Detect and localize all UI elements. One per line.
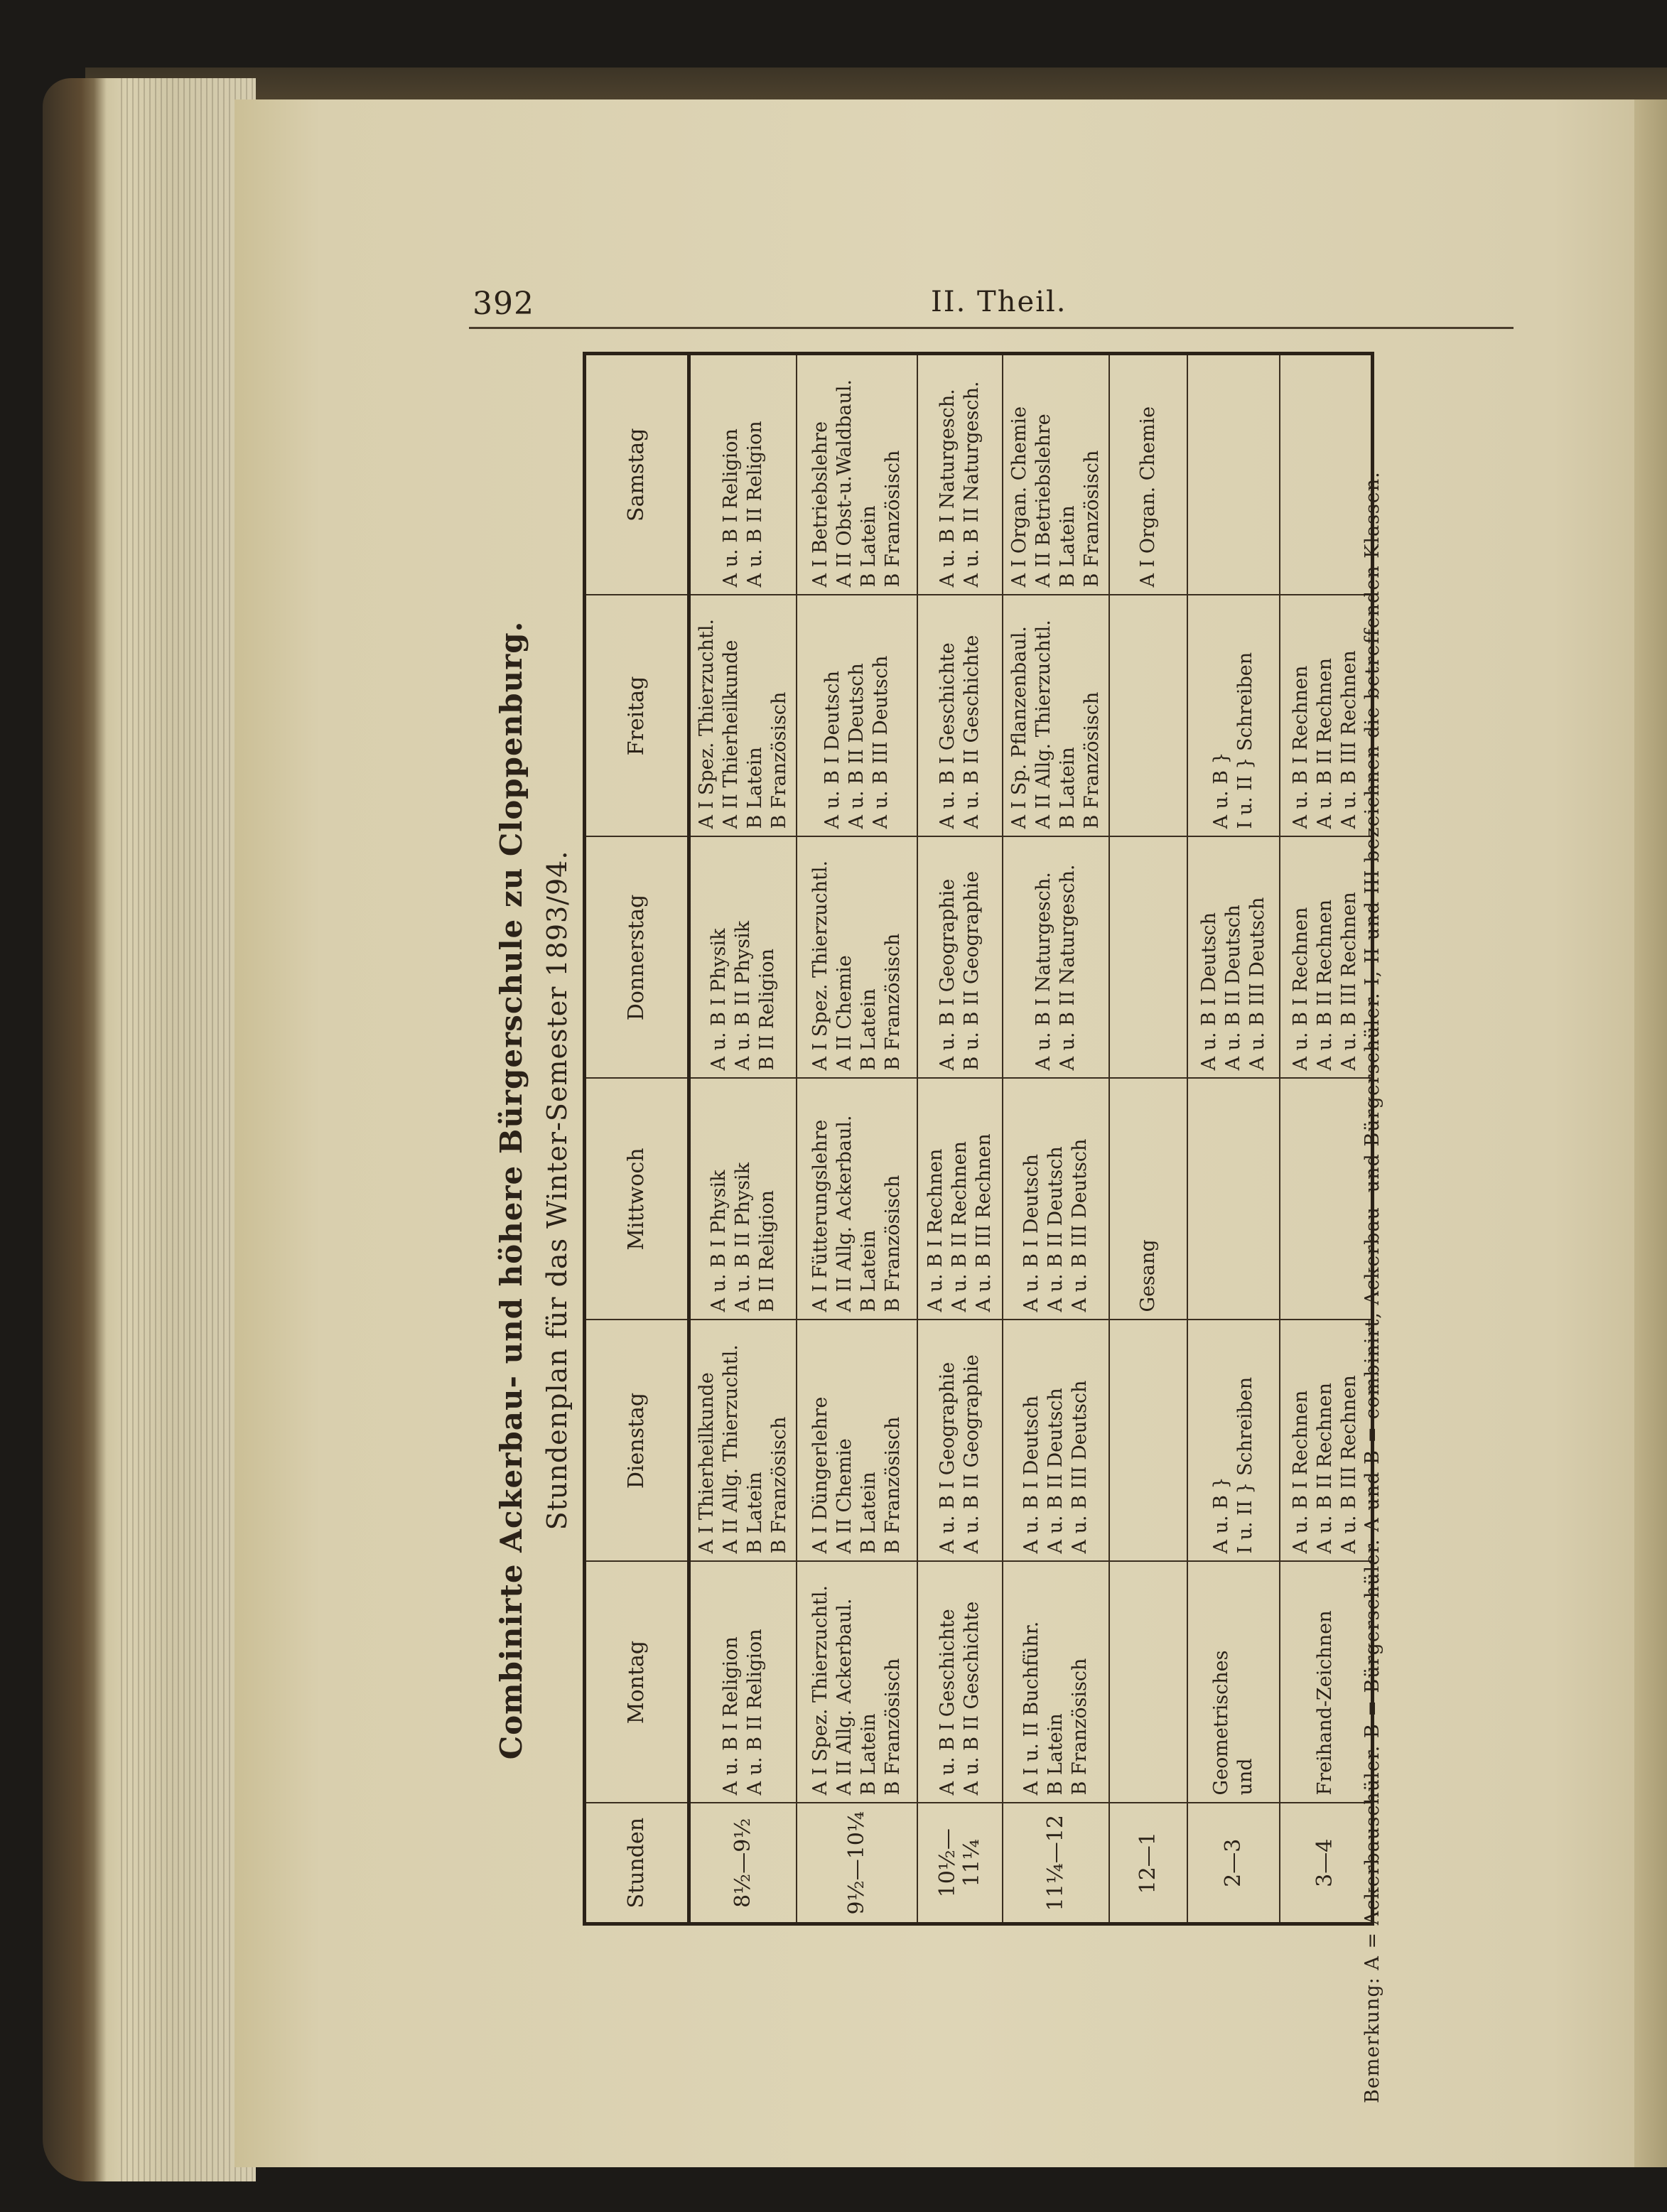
- lesson-line: A u. B II Rechnen: [1314, 1382, 1337, 1554]
- lesson-line: A II Allg. Thierzuchtl.: [1032, 620, 1054, 829]
- page-number: 392: [473, 286, 534, 322]
- lesson-line: A u. B III Deutsch: [1246, 897, 1268, 1071]
- lesson-line: A I Spez. Thierzuchtl.: [696, 618, 718, 829]
- lesson-line: A u. B I Religion: [720, 428, 742, 588]
- lesson-cell-freitag: [689, 595, 797, 837]
- lesson-cell-samstag: [917, 354, 1003, 595]
- lesson-line: A II Allg. Ackerbaul.: [834, 1598, 856, 1796]
- lesson-line: B Französisch: [882, 1175, 904, 1312]
- lesson-cell-samstag: [1187, 354, 1280, 595]
- lesson-line: A u. B }: [1210, 1477, 1232, 1554]
- lesson-line: B u. B II Geographie: [961, 870, 983, 1071]
- lesson-line: A u. B II Deutsch: [1045, 1146, 1067, 1312]
- lesson-line: A u. B I Religion: [720, 1636, 742, 1796]
- lesson-line: A I Organ. Chemie: [1008, 406, 1030, 588]
- lesson-line: B Französisch: [1081, 450, 1103, 588]
- lesson-line: A u. B II Naturgesch.: [961, 381, 983, 588]
- lesson-line: A u. B II Physik: [732, 1162, 754, 1312]
- lesson-line: A u. B I Deutsch: [821, 670, 843, 829]
- lesson-cell-dienstag: [1003, 1320, 1109, 1562]
- lesson-line: A II Betriebslehre: [1032, 414, 1054, 588]
- page-subtitle: Stundenplan für das Winter-Semester 1893/94.: [541, 850, 573, 1531]
- lesson-line: A u. B III Rechnen: [1338, 650, 1361, 829]
- lesson-line: A u. B II Religion: [744, 1629, 766, 1796]
- header-donnerstag: Donnerstag: [585, 837, 689, 1079]
- time-slot: 12—1: [1109, 1803, 1187, 1924]
- lesson-cell-montag: [1187, 1562, 1280, 1803]
- lesson-line: A u. B III Deutsch: [870, 655, 892, 829]
- lesson-cell-mittwoch: [689, 1079, 797, 1320]
- table-row: [797, 354, 917, 1924]
- lesson-cell-dienstag: [797, 1320, 917, 1562]
- lesson-line: A II Chemie: [834, 955, 856, 1071]
- lesson-cell-montag: [1109, 1562, 1187, 1803]
- lesson-cell-dienstag: [917, 1320, 1003, 1562]
- lesson-cell-mittwoch: [797, 1079, 917, 1320]
- lesson-line: A u. B II Religion: [744, 421, 766, 588]
- lesson-cell-freitag: [1109, 595, 1187, 837]
- lesson-line: A u. B II Deutsch: [1045, 1388, 1067, 1554]
- lesson-cell-donnerstag: [1187, 837, 1280, 1079]
- lesson-cell-mittwoch: [917, 1079, 1003, 1320]
- lesson-line: A u. B II Rechnen: [1314, 657, 1337, 829]
- rotated-content: [426, 206, 1471, 2174]
- timetable-header-row: [585, 354, 689, 1924]
- lesson-line: A u. B I Rechnen: [924, 1148, 946, 1312]
- lesson-cell-freitag: [797, 595, 917, 837]
- time-slot: 3—4: [1280, 1803, 1372, 1924]
- lesson-cell-montag: [797, 1562, 917, 1803]
- lesson-line: B Latein: [858, 988, 880, 1071]
- lesson-line: B Latein: [858, 1472, 880, 1554]
- lesson-line: B Latein: [744, 747, 766, 829]
- lesson-line: Geometrisches: [1210, 1650, 1232, 1796]
- lesson-line: A u. B I Deutsch: [1020, 1395, 1042, 1554]
- lesson-cell-samstag: [1109, 354, 1187, 595]
- lesson-line: I u. II } Schreiben: [1234, 652, 1256, 829]
- lesson-line: B Französisch: [882, 1416, 904, 1554]
- lesson-line: B Französisch: [768, 1416, 790, 1554]
- lesson-line: B Latein: [1045, 1713, 1067, 1796]
- lesson-cell-donnerstag: [797, 837, 917, 1079]
- lesson-line: A u. B I Deutsch: [1198, 912, 1220, 1071]
- lesson-line: und: [1234, 1758, 1256, 1796]
- lesson-line: A I Thierheilkunde: [696, 1372, 718, 1554]
- lesson-cell-donnerstag: [917, 837, 1003, 1079]
- lesson-line: A II Allg. Ackerbaul.: [834, 1115, 856, 1312]
- time-slot: 9½—10¼: [797, 1803, 917, 1924]
- page-block-edge: [43, 78, 256, 2181]
- time-slot: 10½—11¼: [917, 1803, 1003, 1924]
- lesson-cell-donnerstag: [689, 837, 797, 1079]
- lesson-line: B Latein: [1057, 505, 1079, 588]
- lesson-line: A u. B II Geographie: [961, 1354, 983, 1554]
- timetable-body: [689, 354, 1373, 1924]
- lesson-cell-samstag: [689, 354, 797, 595]
- lesson-cell-mittwoch: [1187, 1079, 1280, 1320]
- lesson-cell-montag: [689, 1562, 797, 1803]
- lesson-line: A u. B III Rechnen: [1338, 892, 1361, 1071]
- lesson-line: A u. B II Naturgesch.: [1057, 864, 1079, 1071]
- table-row: [917, 354, 1003, 1924]
- lesson-line: A u. B III Rechnen: [973, 1133, 995, 1312]
- lesson-cell-freitag: [917, 595, 1003, 837]
- lesson-line: Freihand-Zeichnen: [1314, 1610, 1337, 1796]
- lesson-line: A I Spez. Thierzuchtl.: [809, 1585, 831, 1796]
- header-mittwoch: Mittwoch: [585, 1079, 689, 1320]
- lesson-cell-dienstag: [1109, 1320, 1187, 1562]
- lesson-line: A u. B II Geschichte: [961, 635, 983, 829]
- lesson-line: A u. B }: [1210, 752, 1232, 829]
- lesson-cell-mittwoch: [1109, 1079, 1187, 1320]
- lesson-line: B II Religion: [756, 949, 778, 1071]
- lesson-line: A u. B I Physik: [708, 928, 730, 1071]
- lesson-line: B II Religion: [756, 1190, 778, 1312]
- lesson-line: A I Fütterungslehre: [809, 1119, 831, 1312]
- page-title: Combinirte Ackerbau- und höhere Bürgerschule zu Cloppenburg.: [494, 620, 529, 1760]
- lesson-cell-samstag: [797, 354, 917, 595]
- lesson-line: B Latein: [858, 1713, 880, 1796]
- lesson-cell-freitag: [1187, 595, 1280, 837]
- lesson-line: B Französisch: [1081, 691, 1103, 829]
- lesson-line: A u. B I Rechnen: [1290, 1390, 1312, 1554]
- lesson-line: B Französisch: [882, 1658, 904, 1796]
- lesson-cell-donnerstag: [1109, 837, 1187, 1079]
- lesson-line: A u. B II Geschichte: [961, 1601, 983, 1796]
- lesson-line: A u. B I Naturgesch.: [937, 389, 959, 588]
- lesson-line: A u. B I Geschichte: [937, 642, 959, 829]
- lesson-cell-dienstag: [689, 1320, 797, 1562]
- lesson-line: A I Spez. Thierzuchtl.: [809, 860, 831, 1071]
- lesson-cell-dienstag: [1187, 1320, 1280, 1562]
- lesson-line: A u. B I Rechnen: [1290, 907, 1312, 1071]
- lesson-line: B Französisch: [1069, 1658, 1091, 1796]
- footnote: Bemerkung: A = Ackerbauschüler. B = Bürgerschüler. A und B = combinirt, Ackerbau- und Bürgerschüler. I, II und III bezeichnen die betreffenden Klassen.: [1361, 471, 1383, 2103]
- header-samstag: Samstag: [585, 354, 689, 595]
- lesson-cell-montag: [1003, 1562, 1109, 1803]
- time-slot: 11¼—12: [1003, 1803, 1109, 1924]
- lesson-line: A u. B I Deutsch: [1020, 1153, 1042, 1312]
- lesson-line: Gesang: [1137, 1239, 1159, 1312]
- lesson-line: A u. B I Physik: [708, 1170, 730, 1312]
- lesson-line: A u. B II Physik: [732, 920, 754, 1071]
- lesson-line: B Französisch: [768, 691, 790, 829]
- lesson-line: A u. B II Rechnen: [1314, 899, 1337, 1071]
- lesson-line: A u. B I Geographie: [937, 1361, 959, 1554]
- lesson-line: A II Obst-u.Waldbaul.: [834, 379, 856, 588]
- header-montag: Montag: [585, 1562, 689, 1803]
- lesson-line: A II Thierheilkunde: [720, 640, 742, 829]
- timetable: [583, 352, 1374, 1926]
- lesson-line: B Latein: [858, 505, 880, 588]
- lesson-line: A u. B II Deutsch: [846, 663, 868, 829]
- lesson-line: B Latein: [858, 1230, 880, 1312]
- lesson-line: B Französisch: [882, 933, 904, 1071]
- header-freitag: Freitag: [585, 595, 689, 837]
- lesson-line: A u. B I Naturgesch.: [1032, 872, 1054, 1071]
- lesson-line: A I Düngerlehre: [809, 1396, 831, 1554]
- lesson-line: A u. B III Rechnen: [1338, 1375, 1361, 1554]
- lesson-cell-samstag: [1003, 354, 1109, 595]
- lesson-cell-montag: [917, 1562, 1003, 1803]
- right-page-edge: [1634, 99, 1667, 2167]
- table-row: [689, 354, 797, 1924]
- lesson-line: A I Betriebslehre: [809, 421, 831, 588]
- table-row: [1187, 354, 1280, 1924]
- lesson-line: A u. B III Deutsch: [1069, 1138, 1091, 1312]
- lesson-line: A u. B I Geographie: [937, 878, 959, 1071]
- lesson-line: I u. II } Schreiben: [1234, 1376, 1256, 1554]
- lesson-line: A II Chemie: [834, 1438, 856, 1554]
- time-slot: 8½—9½: [689, 1803, 797, 1924]
- lesson-line: A u. B I Rechnen: [1290, 665, 1312, 829]
- running-head: II. Theil.: [931, 286, 1067, 318]
- lesson-line: A u. B I Geschichte: [937, 1609, 959, 1796]
- lesson-cell-donnerstag: [1003, 837, 1109, 1079]
- lesson-line: A I Organ. Chemie: [1137, 406, 1159, 588]
- table-row: [1003, 354, 1109, 1924]
- lesson-line: A u. B II Rechnen: [949, 1140, 971, 1312]
- lesson-line: A II Allg. Thierzuchtl.: [720, 1344, 742, 1554]
- lesson-line: B Latein: [744, 1472, 766, 1554]
- lesson-line: B Französisch: [882, 450, 904, 588]
- lesson-cell-mittwoch: [1003, 1079, 1109, 1320]
- lesson-cell-freitag: [1003, 595, 1109, 837]
- lesson-line: B Latein: [1057, 747, 1079, 829]
- lesson-line: A I u. II Buchführ.: [1020, 1621, 1042, 1796]
- lesson-line: A I Sp. Pflanzenbaul.: [1008, 625, 1030, 829]
- header-stunden: Stunden: [585, 1803, 689, 1924]
- time-slot: 2—3: [1187, 1803, 1280, 1924]
- table-row: [1109, 354, 1187, 1924]
- lesson-line: A u. B III Deutsch: [1069, 1380, 1091, 1554]
- lesson-line: A u. B II Deutsch: [1222, 905, 1244, 1071]
- header-dienstag: Dienstag: [585, 1320, 689, 1562]
